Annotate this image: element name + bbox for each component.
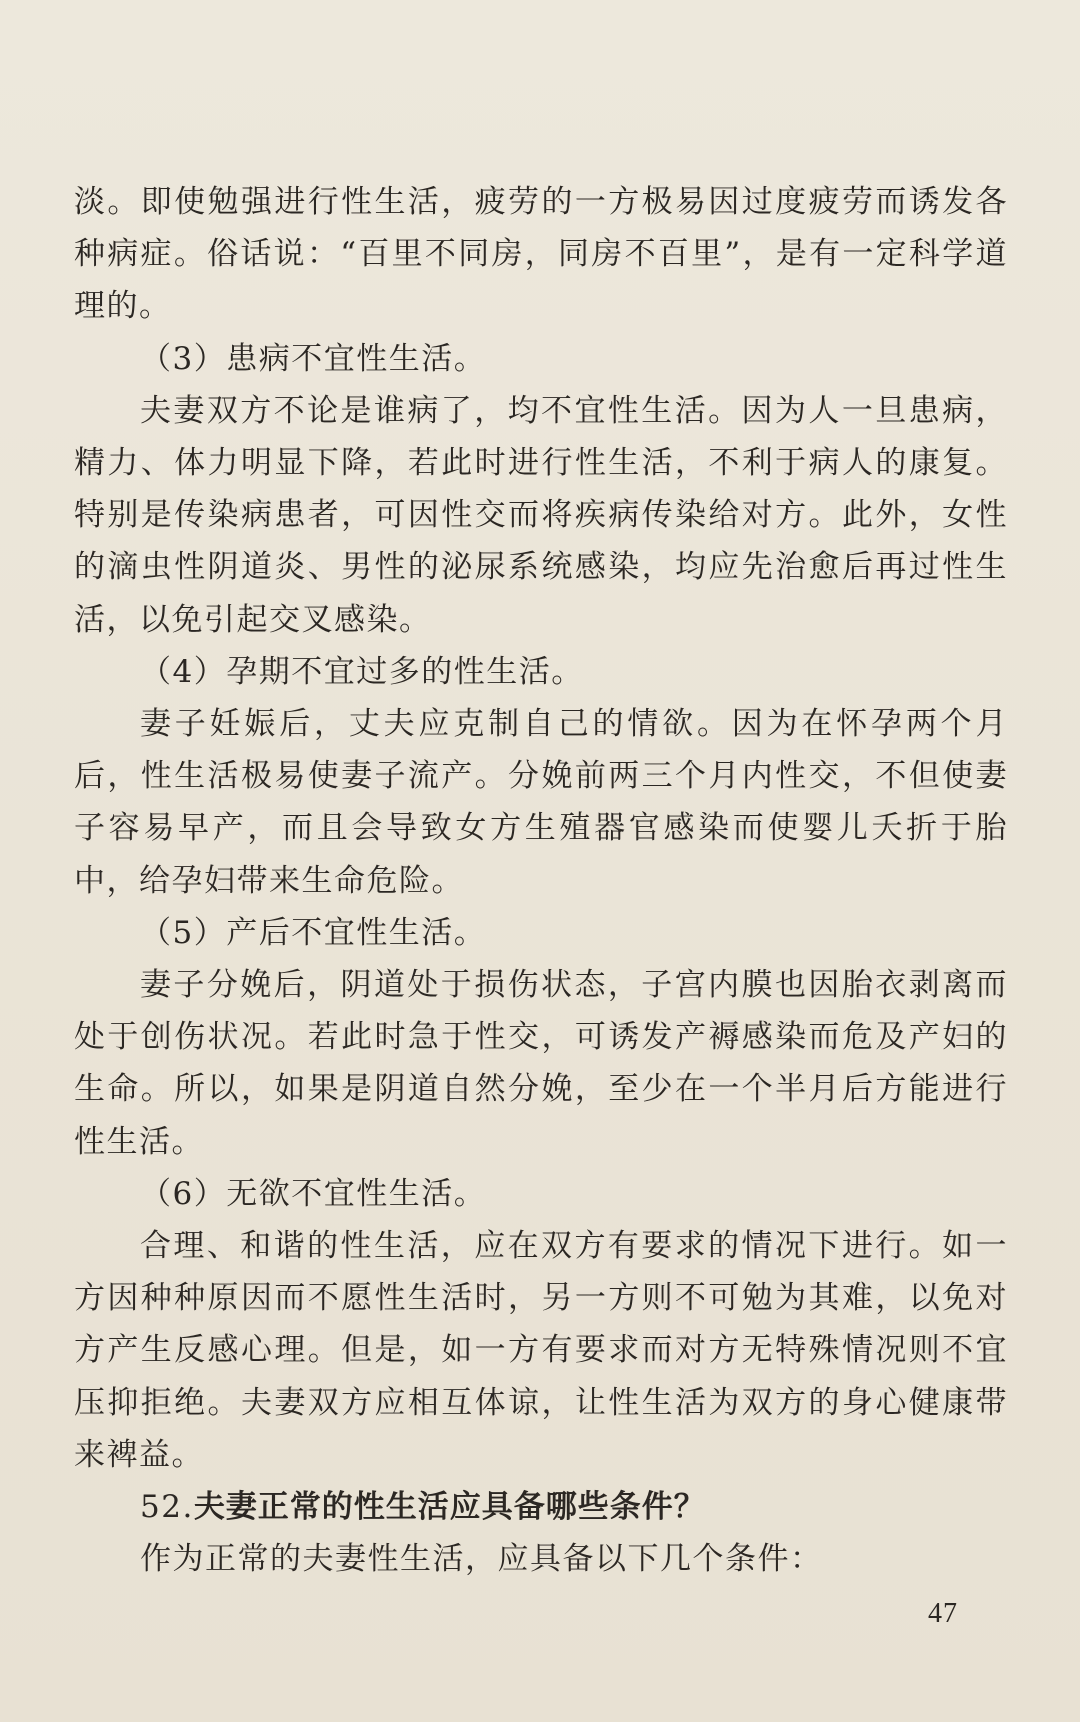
subheading-no-desire: （6）无欲不宜性生活。 [140, 1175, 487, 1212]
section-title: 夫妻正常的性生活应具备哪些条件？ [193, 1489, 706, 1526]
section-heading [74, 1481, 1008, 1533]
paragraph-continued: 淡。即使勉强进行性生活，疲劳的一方极易因过度疲劳而诱发各种病症。俗话说：“百里不同房，同房不百里”，是有一定科学道理的。 [74, 184, 1008, 325]
subheading-illness: （3）患病不宜性生活。 [140, 340, 487, 377]
subheading-pregnancy: （4）孕期不宜过多的性生活。 [140, 653, 584, 690]
page-text [74, 176, 1008, 1585]
subheading-postpartum: （5）产后不宜性生活。 [140, 914, 487, 951]
paragraph-postpartum: 妻子分娩后，阴道处于损伤状态，子宫内膜也因胎衣剥离而处于创伤状况。若此时急于性交，可诱发产褥感染而危及产妇的生命。所以，如果是阴道自然分娩，至少在一个半月后方能进行性生活。 [74, 967, 1008, 1160]
page-number: 47 [928, 1598, 958, 1629]
section-number: 52. [140, 1489, 194, 1526]
paragraph-illness: 夫妻双方不论是谁病了，均不宜性生活。因为人一旦患病，精力、体力明显下降，若此时进行性生活，不利于病人的康复。特别是传染病患者，可因性交而将疾病传染给对方。此外，女性的滴虫性阴道炎、男性的泌尿系统感染，均应先治愈后再过性生活，以免引起交叉感染。 [74, 392, 1008, 638]
paragraph-no-desire: 合理、和谐的性生活，应在双方有要求的情况下进行。如一方因种种原因而不愿性生活时，另一方则不可勉为其难，以免对方产生反感心理。但是，如一方有要求而对方无特殊情况则不宜压抑拒绝。夫妻双方应相互体谅，让性生活为双方的身心健康带来裨益。 [74, 1228, 1008, 1473]
paragraph-conditions-intro: 作为正常的夫妻性生活，应具备以下几个条件： [140, 1541, 823, 1578]
paragraph-pregnancy: 妻子妊娠后，丈夫应克制自己的情欲。因为在怀孕两个月后，性生活极易使妻子流产。分娩前两三个月内性交，不但使妻子容易早产，而且会导致女方生殖器官感染而使婴儿夭折于胎中，给孕妇带来生命危险。 [74, 706, 1008, 899]
